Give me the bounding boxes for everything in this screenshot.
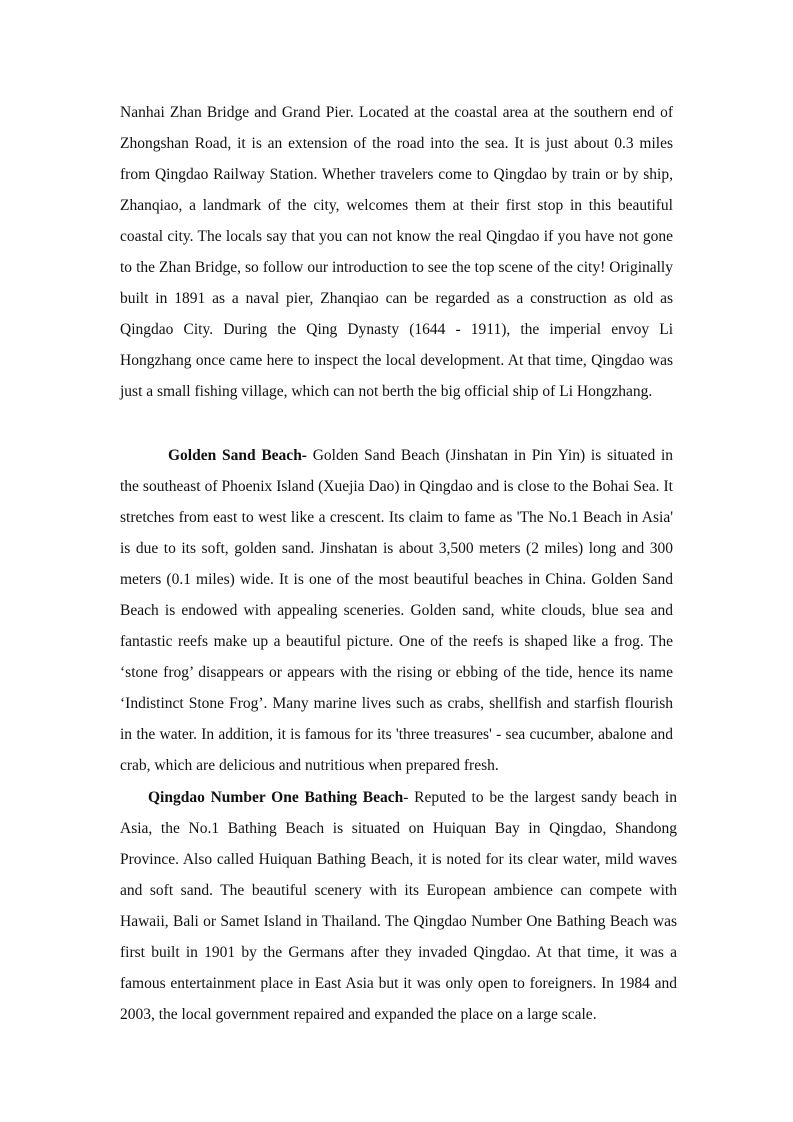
paragraph-zhan-bridge (120, 97, 673, 407)
paragraph-number-one-bathing-beach (120, 782, 677, 1030)
paragraph-body: Golden Sand Beach (Jinshatan in Pin Yin) is situated in the southeast of Phoenix Island (Xuejia Dao) in Qingdao and is close to the Bohai Sea. It stretches from east to west like a crescent. Its claim to fame as 'The No.1 Beach in Asia' is due to its soft, golden sand. Jinshatan is about 3,500 meters (2 miles) long and 300 meters (0.1 miles) wide. It is one of the most beautiful beaches in China. Golden Sand Beach is endowed with appealing sceneries. Golden sand, white clouds, blue sea and fantastic reefs make up a beautiful picture. One of the reefs is shaped like a frog. The ‘stone frog’ disappears or appears with the rising or ebbing of the tide, hence its name ‘Indistinct Stone Frog’. Many marine lives such as crabs, shellfish and starfish flourish in the water. In addition, it is famous for its 'three treasures' - sea cucumber, abalone and crab, which are delicious and nutritious when prepared fresh. (120, 447, 673, 774)
section-heading: Golden Sand Beach- (168, 447, 307, 464)
paragraph-body: Nanhai Zhan Bridge and Grand Pier. Located at the coastal area at the southern end of Zhongshan Road, it is an extension of the road into the sea. It is just about 0.3 miles from Qingdao Railway Station. Whether travelers come to Qingdao by train or by ship, Zhanqiao, a landmark of the city, welcomes them at their first stop in this beautiful coastal city. The locals say that you can not know the real Qingdao if you have not gone to the Zhan Bridge, so follow our introduction to see the top scene of the city! Originally built in 1891 as a naval pier, Zhanqiao can be regarded as a construction as old as Qingdao City. During the Qing Dynasty (1644 - 1911), the imperial envoy Li Hongzhang once came here to inspect the local development. At that time, Qingdao was just a small fishing village, which can not berth the big official ship of Li Hongzhang. (120, 104, 673, 400)
paragraph-body: - Reputed to be the largest sandy beach in Asia, the No.1 Bathing Beach is situated on Huiquan Bay in Qingdao, Shandong Province. Also called Huiquan Bathing Beach, it is noted for its clear water, mild waves and soft sand. The beautiful scenery with its European ambience can compete with Hawaii, Bali or Samet Island in Thailand. The Qingdao Number One Bathing Beach was first built in 1901 by the Germans after they invaded Qingdao. At that time, it was a famous entertainment place in East Asia but it was only open to foreigners. In 1984 and 2003, the local government repaired and expanded the place on a large scale. (120, 789, 677, 1023)
section-heading: Qingdao Number One Bathing Beach (148, 789, 404, 806)
paragraph-golden-sand-beach (120, 440, 673, 781)
